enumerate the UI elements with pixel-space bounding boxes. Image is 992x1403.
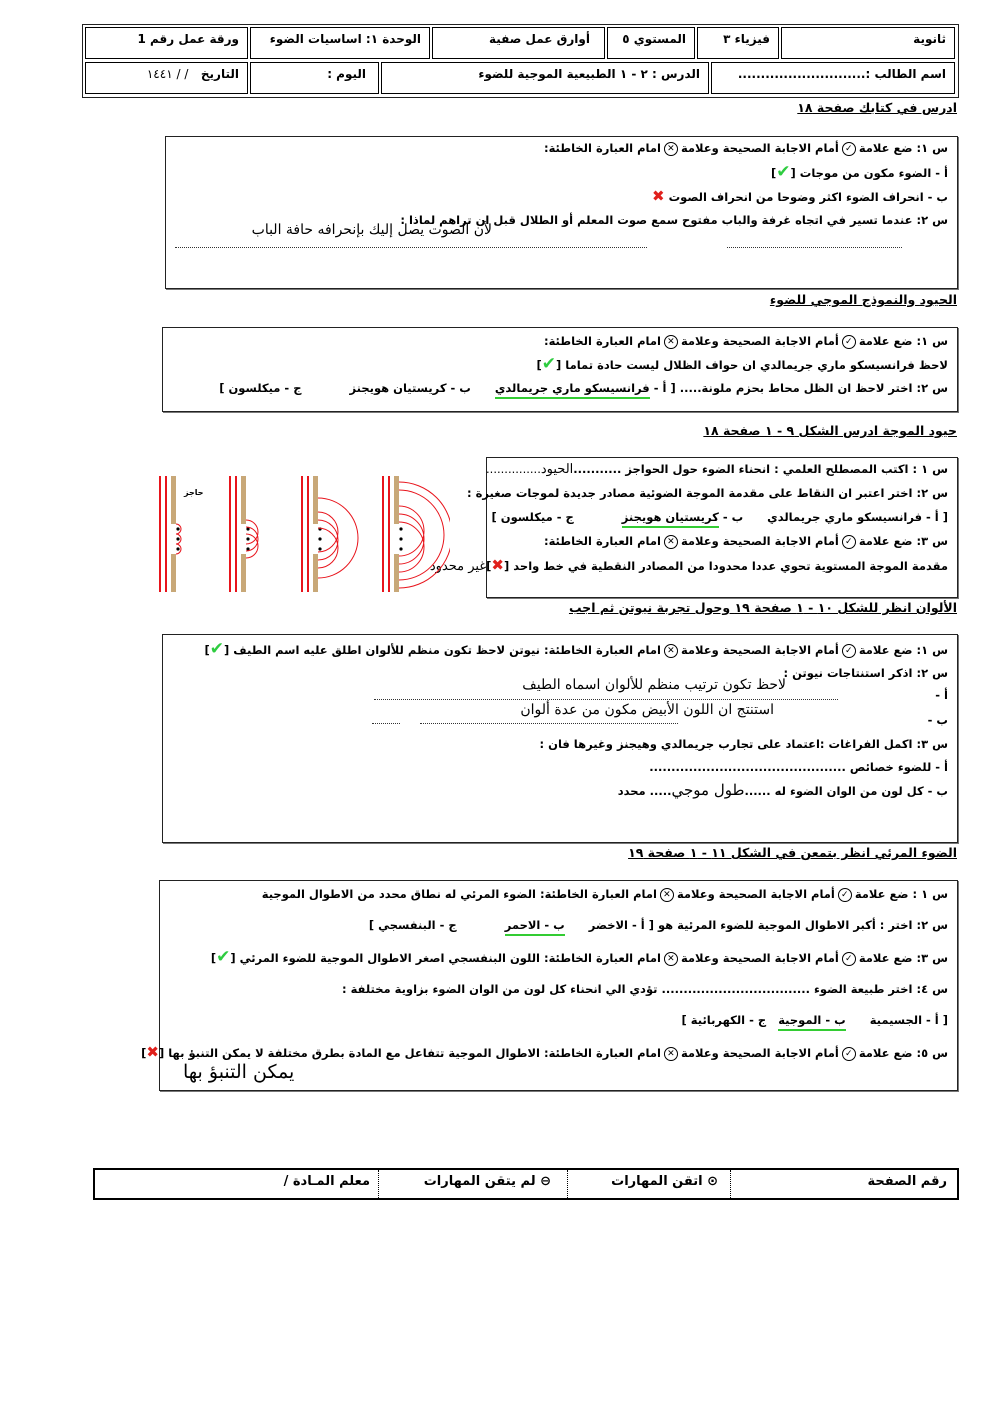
item-text: ب - انحراف الضوء اكثر وضوحا من انحراف الصوت [668,190,948,204]
s1-q2-answer[interactable]: لأن الصوت يصل إليك بإنحرافه حافة الباب [251,222,492,238]
s3-statement-answer[interactable]: غير محدود [429,559,487,574]
q-text: امام العبارة الخاطئة: الاطوال الموجية تتفاعل مع المادة بطرق مختلفة لا يمكن التنبؤ بها [ [158,1046,661,1060]
q-text: امام العبارة الخاطئة: [543,141,661,155]
q-text: امام العبارة الخاطئة: الضوء المرئي له نطاق محدد من الاطوال الموجية [261,887,657,901]
not-mastered-cell[interactable] [378,1170,567,1198]
x-circle-icon: ✕ [664,335,678,349]
s3-q3 [544,533,948,549]
day-field[interactable]: اليوم : [250,62,379,94]
s4-a-answer[interactable]: لاحظ تكون ترتيب منظم للألوان اسماه الطيف [522,677,786,693]
bracket: ] [210,951,217,965]
green-check-icon: ✔ [776,162,791,182]
s3-statement [430,557,948,575]
red-x-icon: ✖ [146,1043,159,1061]
s5-q5 [141,1044,948,1061]
s3-q1-answer[interactable]: الحيود [540,462,574,477]
check-circle-icon: ✓ [842,142,856,156]
q-text: س ١: ضع علامة [858,334,948,348]
green-check-icon: ✔ [541,354,557,374]
q-text: س ١: ضع علامة [858,141,948,155]
item-text: أ - الضوء مكون من موجات [ [790,166,948,180]
q-text: س ١ : اكتب المصطلح العلمي : انحناء الضوء حول الحواجز ........... [573,462,948,476]
option-a[interactable]: [ أ - فرانسيسكو ماري جريمالدي [767,510,948,524]
q-text: س ١: ضع علامة [858,643,948,657]
s4-b-answer[interactable]: استنتج ان اللون الأبيض مكون من عدة ألوان [520,702,774,718]
x-circle-icon: ✕ [664,535,678,549]
s5-q1 [262,886,948,902]
s3-q1 [486,461,948,478]
s4-q3-b-answer[interactable]: طول موجي [671,781,745,799]
item-text: مقدمة الموجة المستوية تحوي عددا محدودا من المصادر النقطية في خط واحد [ [504,559,948,573]
level-cell: المستوي ٥ [607,27,695,59]
option-b-label: ب - [722,510,744,524]
check-circle-icon: ✓ [842,1047,856,1061]
school-cell: ثانوية [781,27,955,59]
q-text: س ١ : ضع علامة [854,887,948,901]
s4-q3: س ٣: اكمل الفراغات :اعتماد على تجارب جريمالدي وهيجنز وغيرها فان : [539,737,948,751]
red-x-icon: ✖ [491,556,504,574]
sheet-type-cell: أوارق عمل صفية [432,27,605,59]
option-b[interactable]: ب - كريستيان هويجنز [349,381,471,395]
mastered-cell[interactable] [567,1170,730,1198]
q-text: أمام الاجابة الصحيحة وعلامة [676,887,835,901]
option-a[interactable]: [ أ - الجسيمية [869,1013,948,1027]
option-b-selected[interactable]: كريستيان هويجنز [622,510,719,528]
section-2-heading: الحيود والنموذج الموجي للضوء [769,292,957,307]
x-circle-icon: ✕ [664,644,678,658]
s4-q3-a: أ - للضوء خصائص ............................................. [649,760,948,774]
q-text: أمام الاجابة الصحيحة وعلامة [680,951,839,965]
option-c[interactable]: ج - ميكلسون ] [219,381,302,395]
q-text: ب - كل لون من الوان الضوء له ...... [744,784,948,798]
answer-line [175,247,647,248]
s5-q4: س ٤: اختر طبيعة الضوء .................................. تؤدي الي انحناء كل لون من الوان الضوء بزاوية مختلفة : [341,982,948,996]
option-b-selected[interactable]: ب - الاحمر [505,918,565,936]
lesson-cell: الدرس : ٢ - ١ الطبيعية الموجية للضوء [381,62,709,94]
x-circle-icon: ✕ [660,888,674,902]
section-3-heading: حيود الموجة ادرس الشكل ٩ - ١ صفحة ١٨ [703,423,957,438]
check-circle-icon: ✓ [842,535,856,549]
q-text: ..... محدد [617,784,672,798]
s5-q3 [211,949,948,966]
q-text: امام العبارة الخاطئة: [543,534,661,548]
teacher-cell: معلم المـادة / [283,1174,370,1189]
bracket: ] [486,559,492,573]
s3-q2: س ٢: اختر اعتبر ان النقاط على مقدمة الموجة الضوئية مصادر جديدة لموجات صغيرة : [467,486,948,500]
green-check-icon: ✔ [216,947,231,967]
s4-q1 [205,641,948,658]
section-3-box [486,457,958,598]
mastered-label: اتقن المهارات [611,1174,703,1189]
check-circle-icon: ✓ [842,952,856,966]
bracket: ] [204,643,210,657]
s4-q2: س ٢: اذكر استنتاجات نيوتن : [783,666,948,680]
s3-q2-options [492,509,948,525]
unit-cell: الوحدة ١: اساسيات الضوء [250,27,430,59]
date-label: التاريخ [200,67,239,81]
q-text: امام العبارة الخاطئة: [543,334,661,348]
barrier-label: حاجز [184,488,204,497]
x-circle-icon: ✕ [664,952,678,966]
check-circle-icon: ✓ [842,335,856,349]
bracket: ] [141,1046,147,1060]
q-text: أمام الاجابة الصحيحة وعلامة [680,1046,839,1060]
s1-q1 [544,140,948,156]
q-text: أمام الاجابة الصحيحة وعلامة [680,643,839,657]
subject-cell: فيزياء ٣ [697,27,779,59]
s5-q5-answer[interactable]: يمكن التنبؤ بها [183,1061,295,1083]
option-c[interactable]: ج - البنفسجي ] [368,918,457,932]
section-4-heading: الألوان انظر للشكل ١٠ - ١ صفحة ١٩ وحول تجربة نيوتن ثم اجب [568,600,957,615]
s1-item-a [771,164,948,181]
answer-line [372,723,400,724]
q-text: س ٥: ضع علامة [858,1046,948,1060]
check-circle-icon: ✓ [842,644,856,658]
check-circle-icon: ✓ [838,888,852,902]
answer-line [374,699,838,700]
q-text: س ٢: اختر لاحظ ان الظل محاط بحزم ملونة..... [ أ - [653,381,948,395]
page-number-cell: رقم الصفحة [730,1170,955,1198]
item-text: لاحظ فرانسيسكو ماري جريمالدي ان حواف الظلال ليست حادة تماما [ [556,358,948,372]
s2-statement [537,356,949,373]
option-c[interactable]: ج - ميكلسون ] [491,510,574,524]
sheet-number-cell: ورقة عمل رقم 1 [85,27,248,59]
minus-circle-icon: ⊖ [535,1174,551,1189]
s2-q2 [219,380,948,396]
option-b-selected[interactable]: ب - الموجية [778,1013,845,1031]
date-value: / / ١٤٤١ [146,67,189,81]
s1-item-b [652,188,948,205]
option-c[interactable]: ج - الكهربائية ] [681,1013,767,1027]
q-text: أمام الاجابة الصحيحة وعلامة [680,141,839,155]
s2-q1 [544,333,948,349]
x-circle-icon: ✕ [664,1047,678,1061]
date-field[interactable] [85,62,248,94]
answer-line [420,723,678,724]
q-text: س ٣: ضع علامة [858,951,948,965]
dot-circle-icon: ⊙ [702,1174,718,1189]
q-text: أمام الاجابة الصحيحة وعلامة [680,334,839,348]
bracket: ] [771,166,777,180]
s4-q3-b [618,782,948,799]
q-text: امام العبارة الخاطئة: اللون البنفسجي اصغر الاطوال الموجية للضوء المرئي [ [230,951,661,965]
not-mastered-label: لم يتقن المهارات [423,1174,536,1189]
option-a-selected[interactable]: فرانسيسكو ماري جريمالدي [495,381,650,399]
q-text: أمام الاجابة الصحيحة وعلامة [680,534,839,548]
answer-line [727,247,902,248]
q-text: س ٣: ضع علامة [858,534,948,548]
x-circle-icon: ✕ [664,142,678,156]
student-name-field[interactable]: اسم الطالب :............................ [711,62,955,94]
s4-a-label: أ - [935,688,948,702]
dots: ............... [486,462,541,476]
section-5-heading: الضوء المرئي انظر بتمعن في الشكل ١١ - ١ صفحة ١٩ [628,845,957,860]
bracket: ] [536,358,542,372]
q-text: امام العبارة الخاطئة: نيوتن لاحظ تكون منظم للألوان اطلق عليه اسم الطيف [ [224,643,661,657]
s5-q4-options [682,1012,948,1028]
green-check-icon: ✔ [209,639,225,659]
section-1-heading: ادرس في كتابك صفحة ١٨ [797,100,957,115]
s4-b-label: ب - [927,713,948,727]
s1-q2: س ٢: عندما تسير في اتجاه غرفة والباب مفتوح سمع صوت المعلم أو الطلال قبل ان تراهم لماذا : [400,213,948,227]
s5-q2 [369,917,948,933]
red-x-icon: ✖ [651,187,665,205]
q-text: س ٢: اختر : أكبر الاطوال الموجية للضوء المرئية هو [ أ - الاخضر [588,918,948,932]
